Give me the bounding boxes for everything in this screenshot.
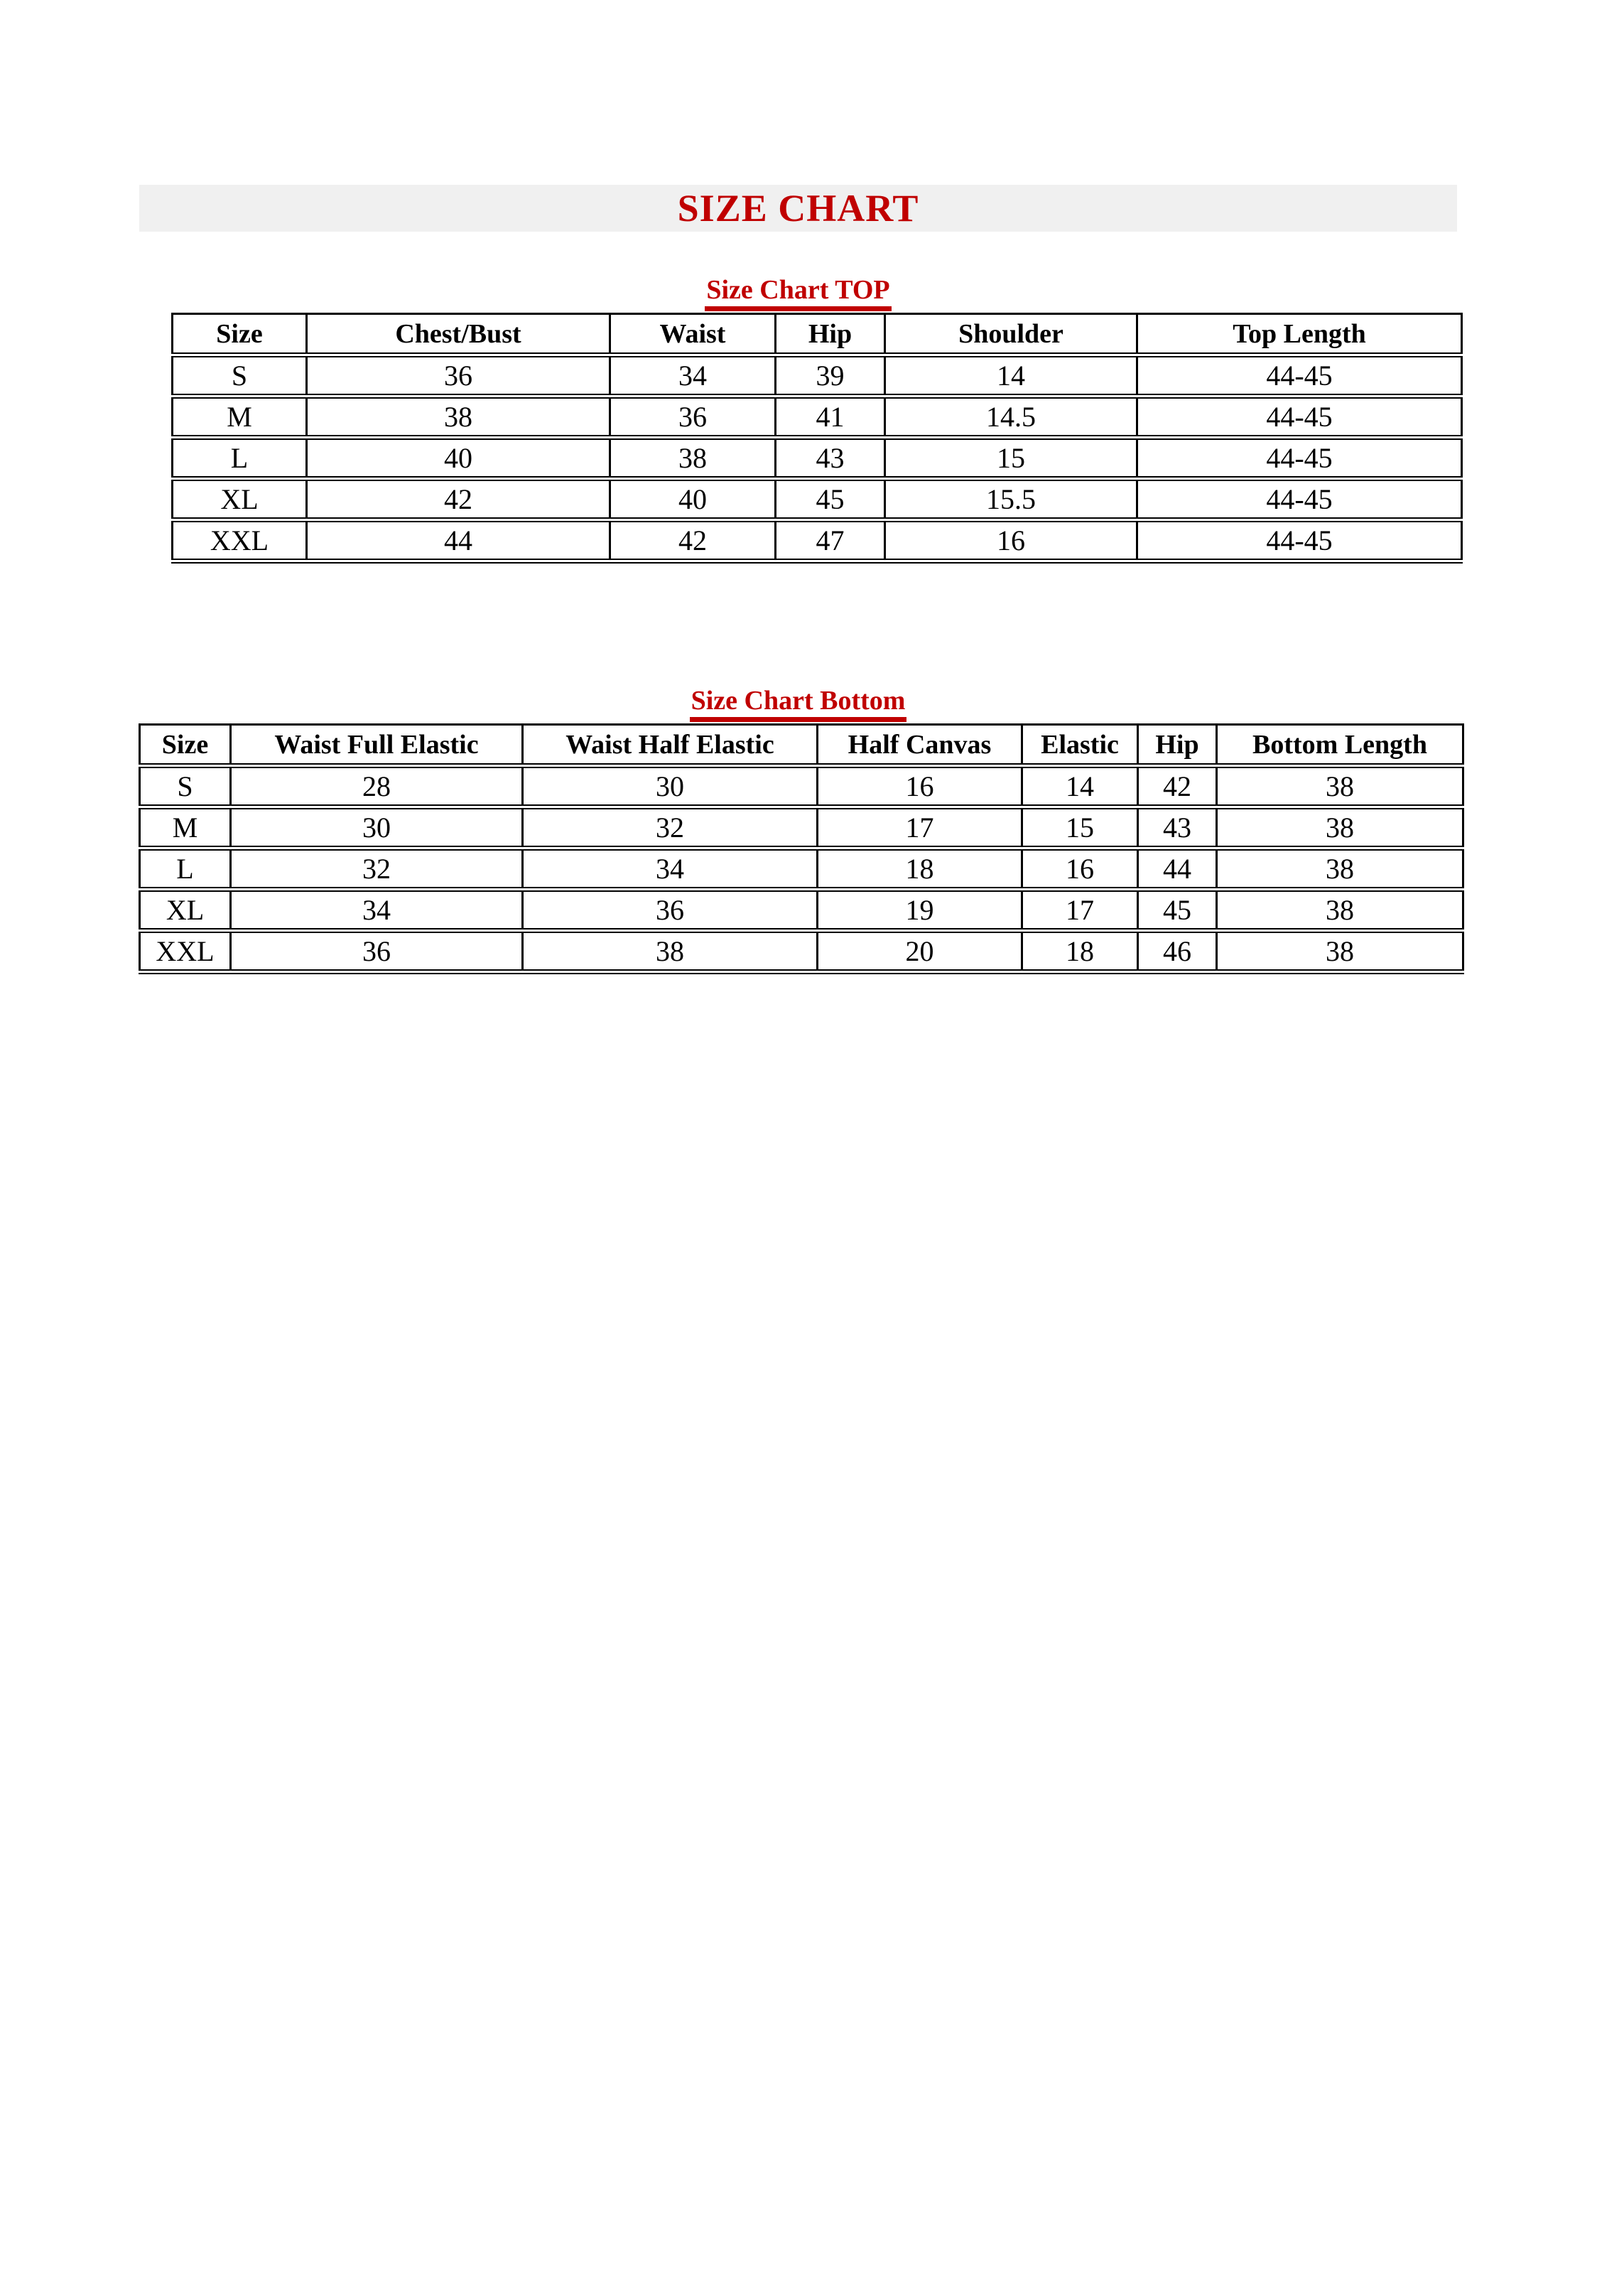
table-cell: 44 (1138, 848, 1217, 890)
table-cell: 38 (1217, 931, 1463, 972)
table-cell: 28 (231, 766, 523, 807)
header-row (140, 725, 1463, 766)
table-cell: 36 (231, 931, 523, 972)
column-header: Elastic (1022, 725, 1138, 766)
table-cell: 15 (885, 438, 1137, 479)
table-cell: 39 (776, 355, 885, 397)
table-cell: XL (140, 890, 231, 931)
table-cell: 46 (1138, 931, 1217, 972)
table-cell: 34 (610, 355, 776, 397)
table-cell: 38 (1217, 807, 1463, 848)
table-cell: 18 (1022, 931, 1138, 972)
table-cell: 30 (523, 766, 818, 807)
page-title-bar (139, 185, 1457, 232)
table-row (140, 807, 1463, 848)
table-row (173, 520, 1462, 561)
table-cell: 16 (885, 520, 1137, 561)
column-header: Shoulder (885, 314, 1137, 355)
table-cell: 17 (818, 807, 1022, 848)
column-header: Chest/Bust (307, 314, 610, 355)
table-row (173, 479, 1462, 520)
table-cell: 14 (1022, 766, 1138, 807)
column-header: Top Length (1137, 314, 1462, 355)
table-row (140, 848, 1463, 890)
table-cell: M (173, 397, 307, 438)
table-cell: 38 (1217, 890, 1463, 931)
table-cell: L (173, 438, 307, 479)
table-cell: 42 (307, 479, 610, 520)
table-cell: 34 (523, 848, 818, 890)
column-header: Size (140, 725, 231, 766)
table-cell: 15 (1022, 807, 1138, 848)
table-cell: S (140, 766, 231, 807)
table-cell: 19 (818, 890, 1022, 931)
table-cell: 44 (307, 520, 610, 561)
column-header: Half Canvas (818, 725, 1022, 766)
column-header: Waist (610, 314, 776, 355)
table-cell: 14.5 (885, 397, 1137, 438)
top-chart-heading-text: Size Chart TOP (705, 274, 891, 311)
table-cell: XXL (173, 520, 307, 561)
table-cell: 44-45 (1137, 520, 1462, 561)
table-cell: 16 (818, 766, 1022, 807)
table-cell: 42 (610, 520, 776, 561)
table-cell: 38 (1217, 848, 1463, 890)
table-cell: M (140, 807, 231, 848)
table-cell: 34 (231, 890, 523, 931)
table-row (140, 931, 1463, 972)
table-cell: 16 (1022, 848, 1138, 890)
table-cell: 32 (523, 807, 818, 848)
page-title: SIZE CHART (677, 187, 919, 230)
table-cell: 45 (776, 479, 885, 520)
table-cell: 38 (307, 397, 610, 438)
table-cell: 32 (231, 848, 523, 890)
table-cell: 44-45 (1137, 479, 1462, 520)
table-cell: 14 (885, 355, 1137, 397)
table-cell: 38 (523, 931, 818, 972)
bottom-chart-heading (139, 685, 1457, 722)
column-header: Size (173, 314, 307, 355)
column-header: Hip (776, 314, 885, 355)
table-cell: S (173, 355, 307, 397)
table-cell: 45 (1138, 890, 1217, 931)
table-cell: 47 (776, 520, 885, 561)
header-row (173, 314, 1462, 355)
column-header: Waist Full Elastic (231, 725, 523, 766)
table-cell: 41 (776, 397, 885, 438)
table-cell: 43 (776, 438, 885, 479)
table-cell: 44-45 (1137, 397, 1462, 438)
table-cell: 40 (610, 479, 776, 520)
table-cell: 18 (818, 848, 1022, 890)
table-cell: 40 (307, 438, 610, 479)
size-chart-bottom-table (139, 723, 1464, 974)
table-cell: 30 (231, 807, 523, 848)
table-cell: XL (173, 479, 307, 520)
bottom-chart-heading-text: Size Chart Bottom (690, 685, 907, 722)
table-cell: 44-45 (1137, 355, 1462, 397)
table-cell: 42 (1138, 766, 1217, 807)
table-cell: 38 (610, 438, 776, 479)
table-row (173, 397, 1462, 438)
table-cell: 44-45 (1137, 438, 1462, 479)
table-row (140, 766, 1463, 807)
top-chart-heading (139, 274, 1457, 311)
table-cell: 43 (1138, 807, 1217, 848)
table-cell: 36 (307, 355, 610, 397)
table-cell: 15.5 (885, 479, 1137, 520)
table-cell: 36 (610, 397, 776, 438)
column-header: Waist Half Elastic (523, 725, 818, 766)
table-cell: 20 (818, 931, 1022, 972)
column-header: Bottom Length (1217, 725, 1463, 766)
table-row (140, 890, 1463, 931)
table-cell: 38 (1217, 766, 1463, 807)
column-header: Hip (1138, 725, 1217, 766)
table-row (173, 355, 1462, 397)
table-row (173, 438, 1462, 479)
table-cell: 17 (1022, 890, 1138, 931)
table-cell: XXL (140, 931, 231, 972)
size-chart-top-table (171, 313, 1463, 564)
table-cell: 36 (523, 890, 818, 931)
table-cell: L (140, 848, 231, 890)
